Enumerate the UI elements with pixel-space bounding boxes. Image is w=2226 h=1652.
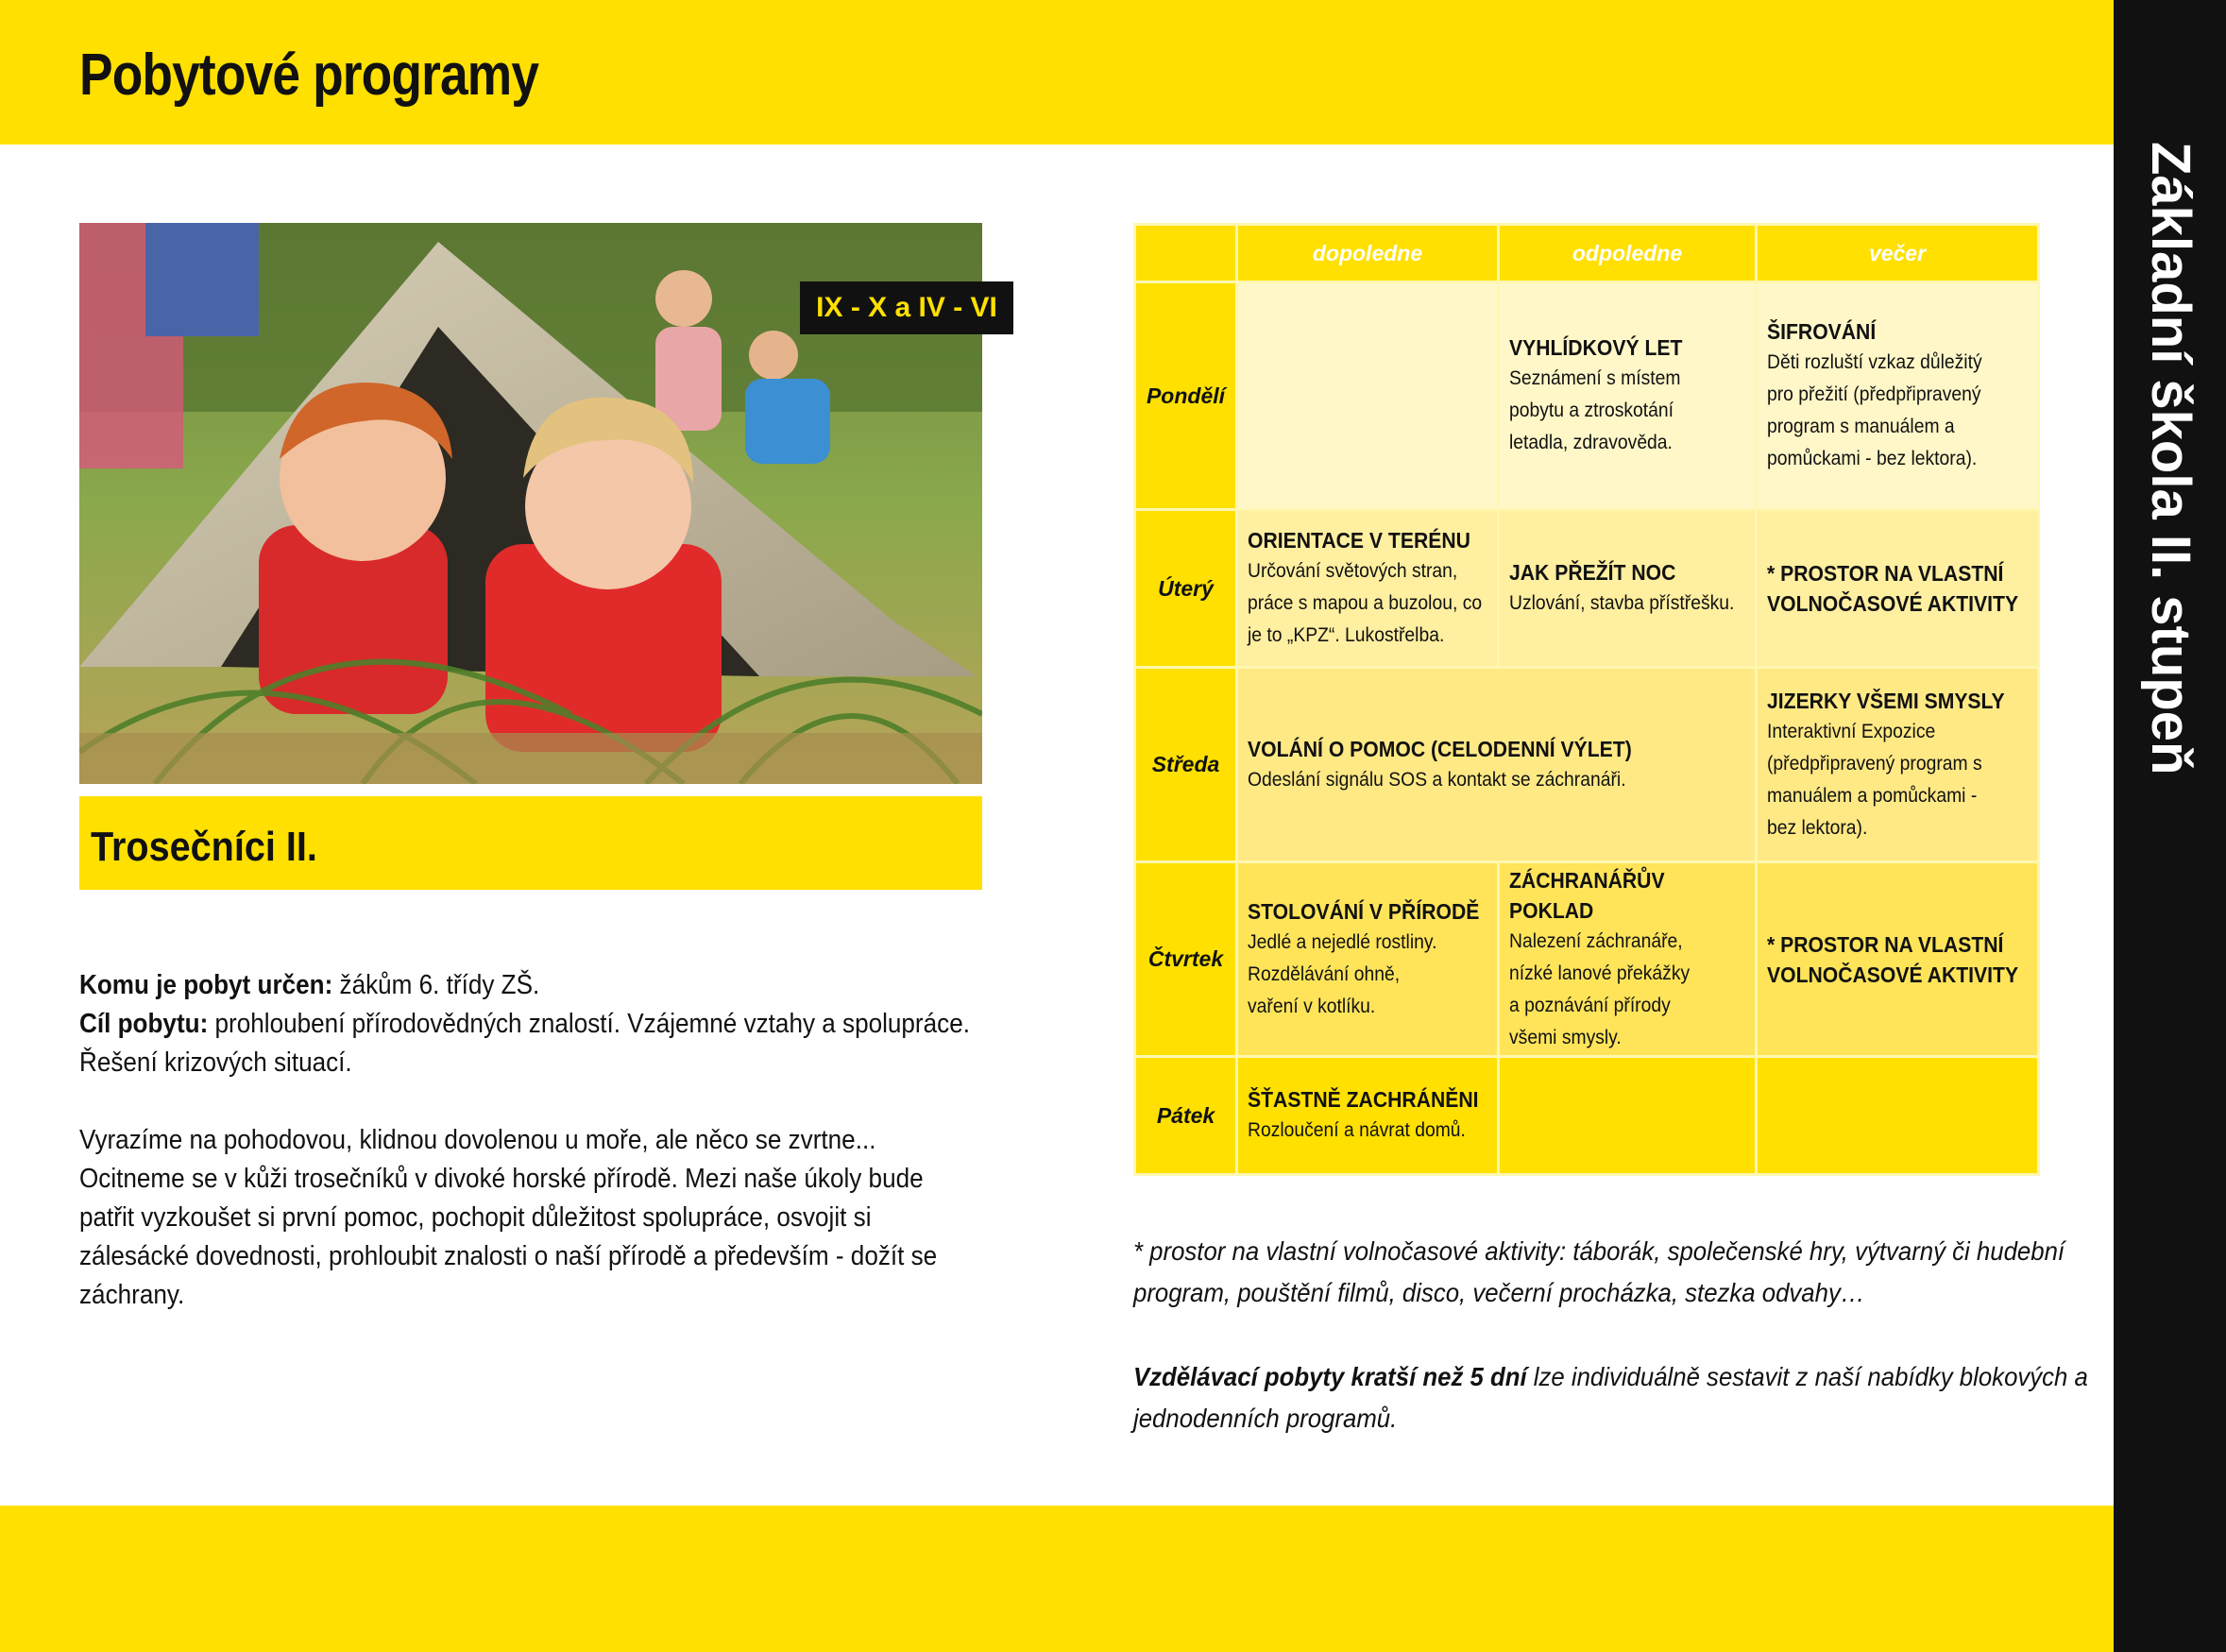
cell-friday-morning <box>1237 1057 1499 1175</box>
audience-value: žákům 6. třídy ZŠ. <box>332 970 540 1000</box>
cell-desc: Děti rozluští vzkaz důležitý pro přežití (předpřipravený program s manuálem a pomůckami - bez lektora). <box>1767 351 1982 469</box>
cell-tuesday-morning <box>1237 510 1499 668</box>
cell-title: VOLÁNÍ O POMOC (CELODENNÍ VÝLET) <box>1248 736 1632 761</box>
cell-desc: Uzlování, stavba přístřešku. <box>1509 592 1735 614</box>
program-description <box>79 966 980 1315</box>
day-label: Úterý <box>1135 510 1237 668</box>
cell-desc: Rozloučení a návrat domů. <box>1248 1119 1466 1141</box>
cell-desc: Určování světových stran, práce s mapou a buzolou, co je to „KPZ“. Lukostřelba. <box>1248 560 1483 646</box>
cell-thursday-afternoon <box>1499 862 1757 1057</box>
audience-line <box>79 966 980 1005</box>
cell-wednesday-evening <box>1757 668 2039 862</box>
cell-tuesday-evening <box>1757 510 2039 668</box>
cell-desc: Jedlé a nejedlé rostliny. Rozdělávání ohně, vaření v kotlíku. <box>1248 930 1437 1017</box>
cell-friday-evening <box>1757 1057 2039 1175</box>
col-header-afternoon: odpoledne <box>1499 225 1757 282</box>
page-title: Pobytové programy <box>79 43 539 108</box>
schedule-row-monday <box>1135 282 2039 510</box>
side-label <box>2140 142 2201 775</box>
cell-desc: Nalezení záchranáře, nízké lanové překážky a poznávání přírody všemi smysly. <box>1509 929 1691 1048</box>
footer-band <box>0 1506 2114 1652</box>
footnote: * prostor na vlastní volnočasové aktivity: táborák, společenské hry, výtvarný či hudební program, pouštění filmů, disco, večerní procházka, stezka odvahy… <box>1133 1236 2065 1307</box>
description-body: Vyrazíme na pohodovou, klidnou dovolenou u moře, ale něco se zvrtne... Ocitneme se v kůži trosečníků v divoké horské přírodě. Mezi naše úkoly bude patřit vyzkoušet si první pomoc, pochopit důležitost spolupráce, osvojit si zálesácké dovednosti, prohloubit znalosti o naší přírodě a především - dožít se záchrany. <box>79 1125 938 1310</box>
cell-title: VYHLÍDKOVÝ LET <box>1509 335 1683 360</box>
cell-thursday-morning <box>1237 862 1499 1057</box>
goal-value: prohloubení přírodovědných znalostí. Vzájemné vztahy a spolupráce. Řešení krizových situací. <box>79 1009 970 1078</box>
schedule-row-tuesday <box>1135 510 2039 668</box>
cell-thursday-evening <box>1757 862 2039 1057</box>
goal-label: Cíl pobytu: <box>79 1009 209 1039</box>
short-stays-bold: Vzdělávací pobyty kratší než 5 dní <box>1133 1362 1527 1391</box>
schedule-header-row <box>1135 225 2039 282</box>
cell-desc: Seznámení s místem pobytu a ztroskotání letadla, zdravověda. <box>1509 367 1681 453</box>
cell-tuesday-afternoon <box>1499 510 1757 668</box>
schedule-row-wednesday <box>1135 668 2039 862</box>
cell-monday-evening <box>1757 282 2039 510</box>
day-label: Čtvrtek <box>1135 862 1237 1057</box>
cell-title: JIZERKY VŠEMI SMYSLY <box>1767 688 2005 713</box>
audience-label: Komu je pobyt určen: <box>79 970 333 1000</box>
short-stays-rest: lze individuálně sestavit z naší nabídky blokových a jednodenních programů. <box>1133 1362 2088 1433</box>
cell-title: ZÁCHRANÁŘŮV POKLAD <box>1509 867 1665 923</box>
cell-title: STOLOVÁNÍ V PŘÍRODĚ <box>1248 898 1480 924</box>
cell-title: * PROSTOR NA VLASTNÍ VOLNOČASOVÉ AKTIVITY <box>1767 931 2019 987</box>
schedule-row-thursday <box>1135 862 2039 1057</box>
goal-line <box>79 1005 980 1082</box>
short-stays-note <box>1133 1356 2089 1439</box>
cell-title: ORIENTACE V TERÉNU <box>1248 528 1470 553</box>
cell-desc: Odeslání signálu SOS a kontakt se záchranáři. <box>1248 768 1626 791</box>
cell-title: ŠIFROVÁNÍ <box>1767 319 1877 344</box>
season-badge: IX - X a IV - VI <box>800 281 1013 334</box>
program-title: Trosečníci II. <box>91 824 317 870</box>
cell-monday-afternoon <box>1499 282 1757 510</box>
cell-title: JAK PŘEŽÍT NOC <box>1509 560 1676 585</box>
cell-title: * PROSTOR NA VLASTNÍ VOLNOČASOVÉ AKTIVITY <box>1767 561 2019 616</box>
col-header-morning: dopoledne <box>1237 225 1499 282</box>
day-label: Pátek <box>1135 1057 1237 1175</box>
cell-monday-morning <box>1237 282 1499 510</box>
day-label: Pondělí <box>1135 282 1237 510</box>
cell-desc: Interaktivní Expozice (předpřipravený program s manuálem a pomůckami - bez lektora). <box>1767 720 1982 839</box>
col-header-evening: večer <box>1757 225 2039 282</box>
cell-friday-afternoon <box>1499 1057 1757 1175</box>
side-label-text: Základní škola II. stupeň <box>2140 142 2201 775</box>
schedule-row-friday <box>1135 1057 2039 1175</box>
cell-wednesday-allday <box>1237 668 1757 862</box>
day-label: Středa <box>1135 668 1237 862</box>
cell-title: ŠŤASTNĚ ZACHRÁNĚNI <box>1248 1087 1479 1112</box>
schedule-table <box>1133 223 2040 1176</box>
schedule-corner <box>1135 225 1237 282</box>
